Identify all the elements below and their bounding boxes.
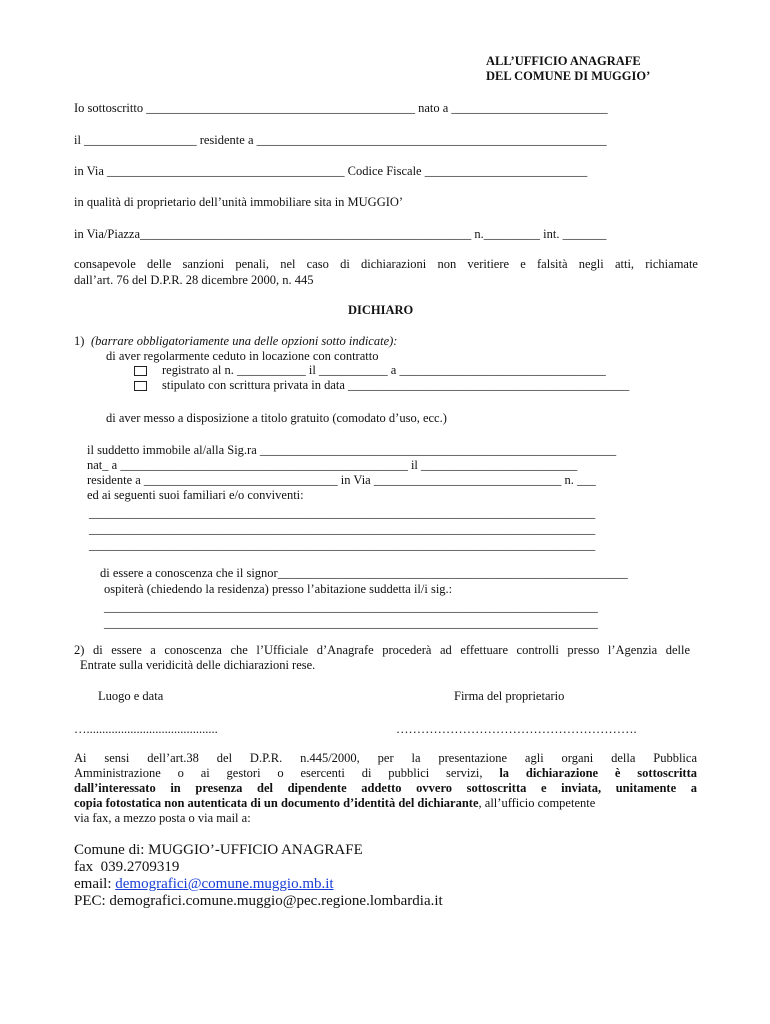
checkbox-stipulato[interactable] <box>134 381 147 391</box>
firma-dots: …………………………………………………. <box>396 722 637 736</box>
notice-line-4-text: , all’ufficio competente <box>478 796 596 810</box>
option1-number: 1) <box>74 334 85 348</box>
familiari-label: ed ai seguenti suoi familiari e/o conviventi: <box>87 488 304 502</box>
notice-line-2-text: Amministrazione o ai gestori o esercenti di pubblici servizi, <box>74 766 500 780</box>
notice-line-4 <box>74 796 595 811</box>
field-sottoscritto: Io sottoscritto ___________________________________________ nato a _________________________ <box>74 101 608 115</box>
notice-line-3: dall’interessato in presenza del dipendente addetto ovvero sottoscritta e inviata, unitamente a <box>74 781 697 795</box>
notice-line-5: via fax, a mezzo posta o via mail a: <box>74 811 251 825</box>
field-qualita-proprietario: in qualità di proprietario dell’unità immobiliare sita in MUGGIO’ <box>74 195 404 209</box>
dichiaro-title: DICHIARO <box>348 303 414 317</box>
consapevole-line-1: consapevole delle sanzioni penali, nel caso di dichiarazioni non veritiere e falsità negli atti, richiamate <box>74 257 698 271</box>
field-signor: di essere a conoscenza che il signor________________________________________________________ <box>100 566 628 580</box>
familiari-blank-line-3: _________________________________________________________________________________ <box>89 538 596 552</box>
field-immobile-sigra: il suddetto immobile al/alla Sig.ra _________________________________________________________ <box>87 443 617 457</box>
notice-line-2-bold: la dichiarazione è sottoscritta <box>499 766 697 780</box>
notice-line-2 <box>74 766 697 781</box>
contact-email-label: email: <box>74 876 116 892</box>
firma-label: Firma del proprietario <box>454 689 565 703</box>
option-registrato: registrato al n. ___________ il ___________ a _________________________________ <box>162 363 606 377</box>
familiari-blank-line-1: _________________________________________________________________________________ <box>89 506 596 520</box>
field-nat-a: nat_ a ______________________________________________ il _________________________ <box>87 458 578 472</box>
familiari-blank-line-2: _________________________________________________________________________________ <box>89 522 596 536</box>
contact-email-row <box>74 876 334 893</box>
option1-locazione: di aver regolarmente ceduto in locazione con contratto <box>106 349 379 363</box>
option2-line-1: 2) di essere a conoscenza che l’Ufficiale d’Anagrafe procederà ad effettuare controlli presso l’Agenzia delle <box>74 643 690 657</box>
option-comodato: di aver messo a disposizione a titolo gratuito (comodato d’uso, ecc.) <box>106 411 447 425</box>
checkbox-registrato[interactable] <box>134 366 147 376</box>
field-residente-a: residente a _______________________________ in Via ______________________________ n. ___ <box>87 473 596 487</box>
header-line-2: DEL COMUNE DI MUGGIO’ <box>486 69 651 83</box>
option2-line-2: Entrate sulla veridicità delle dichiarazioni rese. <box>80 658 316 672</box>
contact-pec: PEC: demografici.comune.muggio@pec.regione.lombardia.it <box>74 893 443 909</box>
ospitera-label: ospiterà (chiedendo la residenza) presso l’abitazione suddetta il/i sig.: <box>104 582 453 596</box>
notice-line-1: Ai sensi dell’art.38 del D.P.R. n.445/2000, per la presentazione agli organi della Pubblica <box>74 751 697 765</box>
field-residente: il __________________ residente a ________________________________________________________ <box>74 133 607 147</box>
luogo-data-dots: ….......................................... <box>74 722 218 736</box>
notice-line-4-bold: copia fotostatica non autenticata di un documento d’identità del dichiarante <box>74 796 479 810</box>
ospitera-blank-line-2: _______________________________________________________________________________ <box>104 616 598 630</box>
option1-instruction: (barrare obbligatoriamente una delle opzioni sotto indicate): <box>91 334 398 348</box>
field-via-piazza: in Via/Piazza_____________________________________________________ n._________ int. _______ <box>74 227 607 241</box>
contact-comune: Comune di: MUGGIO’-UFFICIO ANAGRAFE <box>74 842 363 858</box>
header-line-1: ALL’UFFICIO ANAGRAFE <box>486 54 641 68</box>
luogo-data-label: Luogo e data <box>98 689 164 703</box>
option-stipulato: stipulato con scrittura privata in data _____________________________________________ <box>162 378 630 392</box>
consapevole-line-2: dall’art. 76 del D.P.R. 28 dicembre 2000, n. 445 <box>74 273 314 287</box>
field-via-codice-fiscale: in Via ______________________________________ Codice Fiscale __________________________ <box>74 164 588 178</box>
ospitera-blank-line-1: _______________________________________________________________________________ <box>104 600 598 614</box>
contact-fax: fax 039.2709319 <box>74 859 180 875</box>
contact-email-link[interactable]: demografici@comune.muggio.mb.it <box>115 876 334 892</box>
